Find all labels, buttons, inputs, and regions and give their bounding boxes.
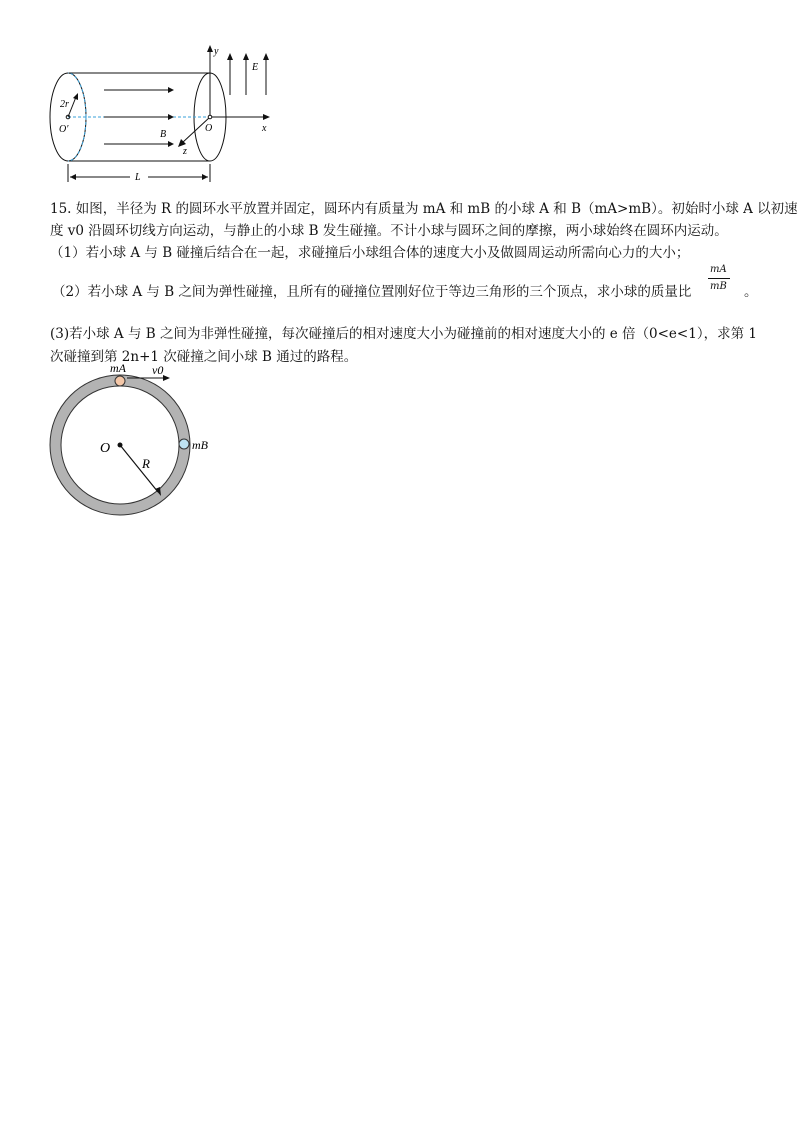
cylinder-field-figure xyxy=(40,40,290,190)
label-mA: mA xyxy=(110,361,126,375)
q15-part2 xyxy=(52,281,691,303)
question-15 xyxy=(50,198,798,264)
q15-line2: 度 v0 沿圆环切线方向运动，与静止的小球 B 发生碰撞。不计小球与圆环之间的摩擦，两小球始终在圆环内运动。 xyxy=(50,223,728,239)
label-O-ring: O xyxy=(100,441,111,456)
label-mB: mB xyxy=(192,438,208,452)
mass-ratio-fraction xyxy=(702,262,742,298)
q15-part3-line2: 次碰撞到第 2n+1 次碰撞之间小球 B 通过的路程。 xyxy=(50,349,358,365)
fraction-bar xyxy=(708,278,730,279)
q15-part3-line1: (3)若小球 A 与 B 之间为非弹性碰撞，每次碰撞后的相对速度大小为碰撞前的相对速度大小的 e 倍（0<e<1），求第 1 xyxy=(50,326,757,342)
label-O: O xyxy=(205,123,213,134)
label-O-prime: O′ xyxy=(59,124,69,135)
label-2r: 2r xyxy=(60,99,69,110)
label-L: L xyxy=(135,172,141,183)
label-v0: v0 xyxy=(152,363,164,377)
ball-A xyxy=(115,376,125,386)
label-x: x xyxy=(262,123,267,134)
label-z: z xyxy=(183,146,187,157)
label-R: R xyxy=(142,456,150,471)
fraction-denominator: mB xyxy=(710,281,727,292)
ring-figure xyxy=(40,360,240,520)
fraction-numerator: mA xyxy=(710,264,727,275)
q15-part2-text: （2）若小球 A 与 B 之间为弹性碰撞，且所有的碰撞位置刚好位于等边三角形的三个顶点，求小球的质量比 xyxy=(52,284,692,300)
label-E: E xyxy=(252,62,259,73)
label-B: B xyxy=(160,129,167,140)
label-y: y xyxy=(214,46,219,57)
ball-B xyxy=(179,439,189,449)
q15-part1: （1）若小球 A 与 B 碰撞后结合在一起，求碰撞后小球组合体的速度大小及做圆周运动所需向心力的大小； xyxy=(50,245,690,261)
q15-line1: 15. 如图，半径为 R 的圆环水平放置并固定，圆环内有质量为 mA 和 mB 的小球 A 和 B（mA>mB）。初始时小球 A 以初速 xyxy=(50,201,798,217)
q15-part2-end: 。 xyxy=(744,284,758,300)
